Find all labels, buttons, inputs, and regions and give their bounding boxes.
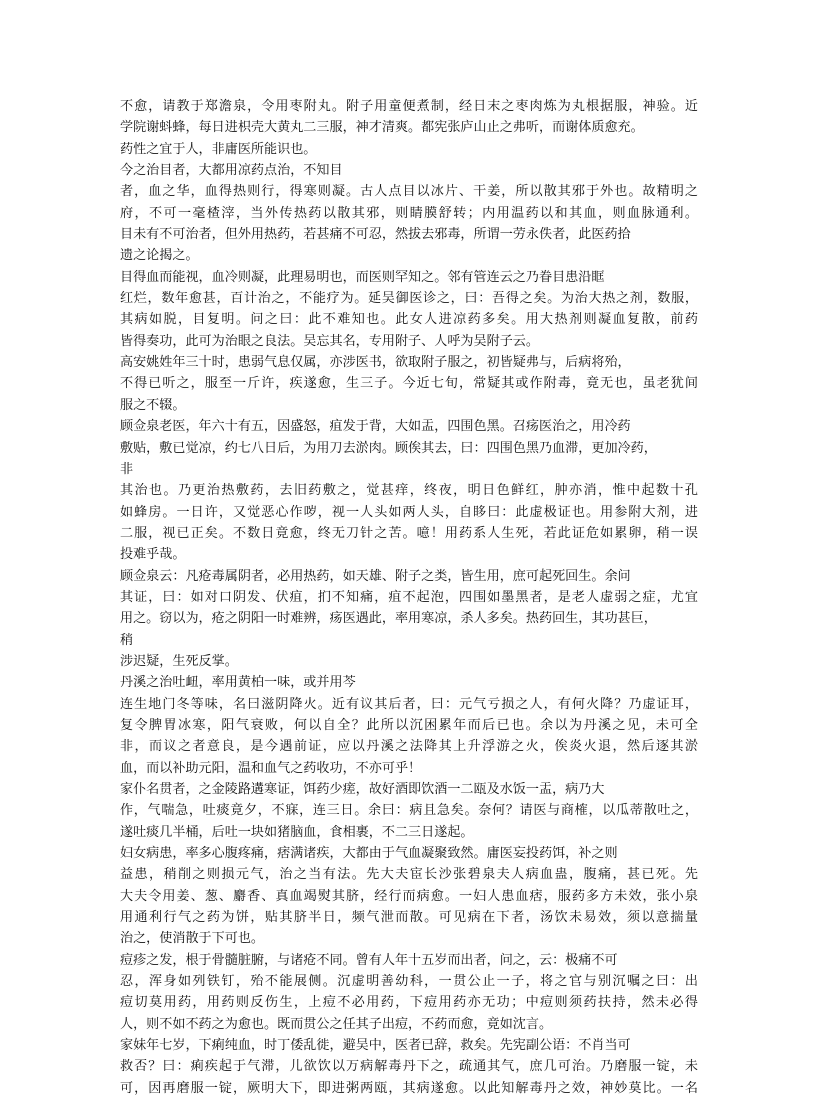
text-line: 作，气喘急，吐痰竟夕，不寐，连三日。余曰：病且急矣。奈何？请医与商榷，以瓜蒂散吐之， <box>120 803 698 819</box>
text-line: 遗之论揭之。 <box>120 248 199 264</box>
text-line: 不愈，请教于郑澹泉，令用枣附丸。附子用童便煮制，经日末之枣肉炼为丸根据服，神验。近 <box>120 99 698 114</box>
text-line: 者，血之华，血得热则行，得寒则凝。古人点目以冰片、干姜，所以散其邪于外也。故精明之 <box>120 184 698 200</box>
text-line: 不得已听之，服至一斤许，疾遂愈，生三子。今近七旬，常疑其或作附毒，竟无也，虽老犹间 <box>120 376 698 392</box>
text-line: 妇女病患，率多心腹疼痛，痞满诸疾，大都由于气血凝聚致然。庸医妄投药饵，补之则 <box>120 846 618 862</box>
text-line: 用通利行气之药为饼，贴其脐半日，频气泄而散。可见病在下者，汤饮未易效，须以意揣量 <box>120 910 698 926</box>
text-line: 家妹年七岁，下痢纯血，时丁倭乱徙，避吴中，医者已辞，救矣。先宪副公语：不肖当可 <box>120 1038 631 1054</box>
text-line: 目得血而能视，血冷则凝，此理易明也，而医则罕知之。邻有管连云之乃眷目患沿眶 <box>120 269 605 285</box>
text-line: 丹溪之治吐衄，率用黄柏一味，或并用芩 <box>120 675 356 691</box>
text-line: 高安姚姓年三十时，患弱气息仅属，亦涉医书，欲取附子服之，初皆疑弗与，后病将殆， <box>120 355 631 371</box>
text-line: 忍，浑身如列铁钉，殆不能展侧。沉虚明善幼科，一贯公止一子，将之官与别沉嘱之曰：出 <box>120 974 698 990</box>
text-line: 治之，使消散于下可也。 <box>120 931 265 947</box>
text-line: 用之。窃以为，疮之阴阳一时难辨，疡医遇此，率用寒凉，杀人多矣。热药回生，其功甚巨， <box>120 611 657 627</box>
text-line: 连生地门冬等味，名曰滋阴降火。近有议其后者，曰：元气亏损之人，有何火降？乃虚证耳， <box>120 696 698 712</box>
text-line: 其病如脱，目复明。问之曰：此不难知也。此女人进凉药多矣。用大热剂则凝血复散，前药 <box>120 312 698 328</box>
text-line: 顾佥泉老医，年六十有五，因盛怒，疽发于背，大如盂，四围色黑。召疡医治之，用冷药 <box>120 419 631 435</box>
text-line: 涉迟疑，生死反掌。 <box>120 653 238 669</box>
text-line: 目未有不可治者，但外用热药，若甚痛不可忍，然拔去邪毒，所谓一劳永佚者，此医药拾 <box>120 227 631 243</box>
text-line: 其治也。乃更治热敷药，去旧药敷之，觉甚痒，终夜，明日色鲜红，肿亦消，惟中起数十孔 <box>120 483 698 499</box>
text-line: 其证，曰：如对口阴发、伏疽，扪不知痛，疽不起泡，四围如墨黑者，是老人虚弱之症，尤宜 <box>120 589 698 605</box>
text-line: 人，则不如不药之为愈也。既而贯公之任其子出痘，不药而愈，竟如沈言。 <box>120 1016 553 1032</box>
text-line: 二服，视已正矣。不数日竟愈，终无刀针之苦。噫！用药系人生死，若此证危如累卵，稍一误 <box>120 525 698 541</box>
text-line: 皆得奏功，此可为治眼之良法。吴忘其名，专用附子、人呼为吴附子云。 <box>120 333 539 349</box>
text-line: 非 <box>120 461 134 477</box>
text-line: 大夫令用姜、葱、麝香、真血竭熨其脐，经行而病愈。一妇人患血痞，服药多方未效，张小泉 <box>120 888 698 904</box>
document-page <box>120 96 698 1099</box>
text-line: 服之不辍。 <box>120 397 186 413</box>
text-line: 益患，稍削之则损元气，治之当有法。先大夫宦长沙张碧泉夫人病血蛊，腹痛，甚已死。先 <box>120 867 698 883</box>
text-line: 红烂，数年愈甚，百计治之，不能疗为。延吴御医诊之，曰：吾得之矣。为治大热之剂，数服， <box>120 291 698 307</box>
text-line: 血，而以补助元阳，温和血气之药收功，不亦可乎！ <box>120 760 422 776</box>
text-line: 痘切莫用药，用药则反伤生，上痘不必用药，下痘用药亦无功；中痘则须药扶持，然未必得 <box>120 995 698 1011</box>
text-line: 投难乎哉。 <box>120 547 186 563</box>
text-line: 遂吐痰几半桶，后吐一块如猪脑血，食相裹，不二三日遂起。 <box>120 824 474 840</box>
text-line: 今之治目者，大都用凉药点治，不知目 <box>120 163 343 179</box>
text-line: 药性之宜于人，非庸医所能识也。 <box>120 141 317 157</box>
text-line: 稍 <box>120 632 134 648</box>
text-line: 家仆名贯者，之金陵路遘寒证，饵药少瘥，故好酒即饮酒一二瓯及水饭一盂，病乃大 <box>120 782 605 797</box>
text-line: 复令脾胃冰寒，阳气衰败，何以自全？此所以沉困累年而后已也。余以为丹溪之见，未可全 <box>120 717 698 733</box>
text-line: 如蜂房。一日许，又觉恶心作哕，视一人头如两人头，自眵曰：此虚极证也。用参附大剂，进 <box>120 504 698 520</box>
text-line: 痘疹之发，根于骨髓脏腑，与诸疮不同。曾有人年十五岁而出者，问之，云：极痛不可 <box>120 952 618 968</box>
text-line: 府，不可一毫楂滓，当外传热药以散其邪，则睛膜舒转；内用温药以和其血，则血脉通利。 <box>120 205 698 221</box>
text-line: 非，而议之者意良，是今遇前证，应以丹溪之法降其上升浮游之火，俟炎火退，然后逐其淤 <box>120 739 698 755</box>
text-line: 顾佥泉云：凡疮毒属阴者，必用热药，如天雄、附子之类，皆生用，庶可起死回生。余问 <box>120 568 631 584</box>
text-line: 可，因再磨服一锭，厥明大下，即进粥两瓯，其病遂愈。以此知解毒丹之效，神妙莫比。一名 <box>120 1080 698 1096</box>
text-line: 救否？曰：痢疾起于气滞，儿欲饮以万病解毒丹下之，疏通其气，庶几可治。乃磨服一锭，未 <box>120 1059 698 1075</box>
text-line: 学院谢蚪蜂，每日进枳壳大黄丸二三服，神才清爽。都宪张庐山止之弗听，而谢体质愈充。 <box>120 120 644 136</box>
text-line: 敷贴，敷已觉凉，约七八日后，为用刀去淤肉。顾俟其去，曰：四围色黑乃血滞，更加冷药， <box>120 440 657 456</box>
